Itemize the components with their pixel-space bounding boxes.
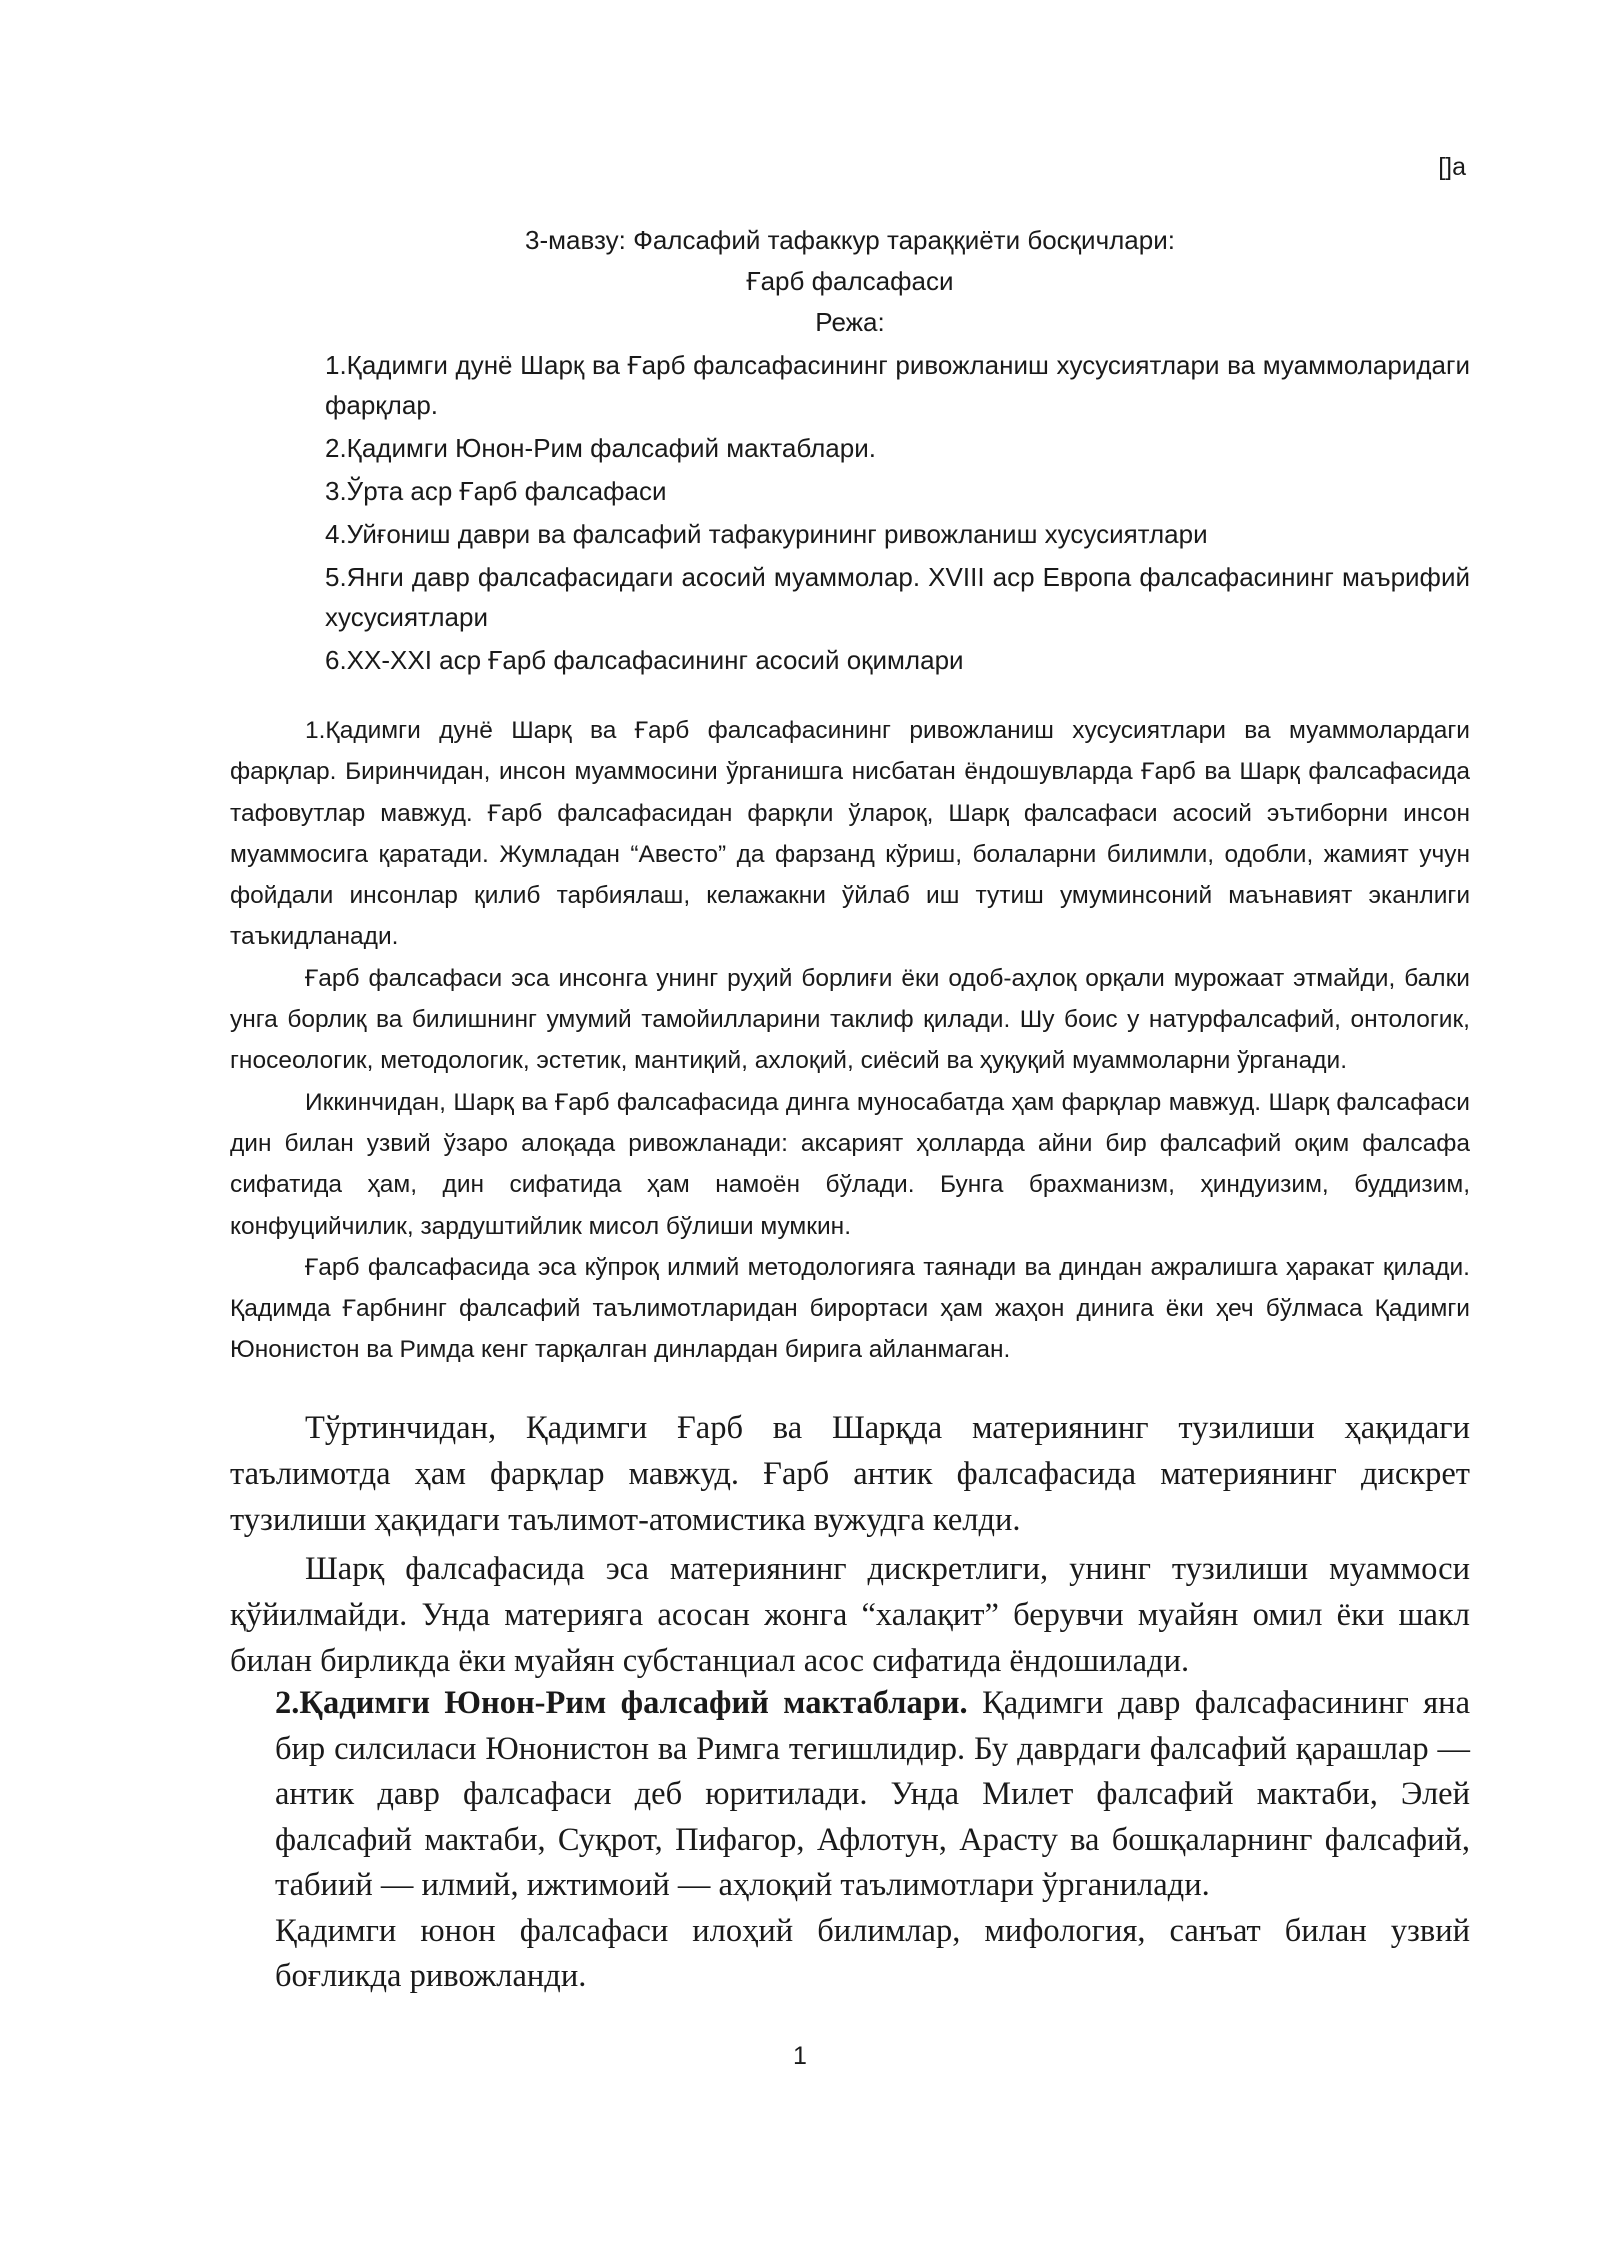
- plan-item: 3.Ўрта аср Ғарб фалсафаси: [325, 476, 667, 506]
- section-2-heading: 2.Қадимги Юнон-Рим фалсафий мактаблари.: [275, 1685, 968, 1721]
- section-2-paragraph: [275, 1681, 1470, 1909]
- plan-heading: Режа:: [815, 307, 885, 337]
- plan-item: 5.Янги давр фалсафасидаги асосий муаммолар. XVIII аср Европа фалсафасининг маърифий хусусиятлари: [325, 562, 1470, 632]
- serif-paragraph: Тўртинчидан, Қадимги Ғарб ва Шарқда материянинг тузилиши ҳақидаги таълимотда ҳам фарқлар мавжуд. Ғарб антик фалсафасида материянинг дискрет тузилиши ҳақидаги таълимот-атомистика вужудга келди.: [230, 1410, 1470, 1538]
- page-number: 1: [793, 2042, 807, 2070]
- plan-item: 2.Қадимги Юнон-Рим фалсафий мактаблари.: [325, 433, 876, 463]
- body-section-serif: [230, 1405, 1470, 1684]
- section-2-closing: Қадимги юнон фалсафаси илоҳий билимлар, мифология, санъат билан узвий боғликда ривожланди.: [275, 1912, 1470, 1994]
- section-2: [275, 1681, 1470, 2000]
- plan-item: 4.Уйғониш даври ва фалсафий тафакурининг ривожланиш хусусиятлари: [325, 519, 1208, 549]
- serif-paragraph: Шарқ фалсафасида эса материянинг дискретлиги, унинг тузилиши муаммоси қўйилмайди. Унда материяга асосан жонга “халақит” берувчи муайян омил ёки шакл билан бирликда ёки муайян субстанциал асос сифатида ёндошилади.: [230, 1551, 1470, 1679]
- plan-item: 6.XX-XXI аср Ғарб фалсафасининг асосий оқимлари: [325, 645, 964, 675]
- body-paragraph: Иккинчидан, Шарқ ва Ғарб фалсафасида динга муносабатда ҳам фарқлар мавжуд. Шарқ фалсафаси дин билан узвий ўзаро алоқада ривожланади: аксарият ҳолларда айни бир фалсафий оқим фалсафа сифатида ҳам, дин сифатида ҳам намоён бўлади. Бунга брахманизм, ҳиндуизим, буддизим, конфуцийчилик, зардуштийлик мисол бўлиши мумкин.: [230, 1088, 1470, 1240]
- body-section-1: [230, 710, 1470, 1371]
- corner-mark: []a: [1438, 153, 1466, 181]
- body-paragraph: Ғарб фалсафасида эса кўпроқ илмий методологияга таянади ва диндан ажралишга ҳаракат қилади. Қадимда Ғарбнинг фалсафий таълимотларидан бирортаси ҳам жаҳон динига ёки ҳеч бўлмаса Қадимги Юнонистон ва Римда кенг тарқалган динлардан бирига айланмаган.: [230, 1253, 1470, 1364]
- body-paragraph: Ғарб фалсафаси эса инсонга унинг руҳий борлиғи ёки одоб-аҳлоқ орқали мурожаат этмайди, балки унга борлиқ ва билишнинг умумий тамойилларини таклиф қилади. Шу боис у натурфалсафий, онтологик, гносеологик, методологик, эстетик, мантиқий, ахлоқий, сиёсий ва ҳуқуқий муаммоларни ўрганади.: [230, 964, 1470, 1075]
- plan-item: 1.Қадимги дунё Шарқ ва Ғарб фалсафасининг ривожланиш хусусиятлари ва муаммоларидаги фарқлар.: [325, 350, 1470, 420]
- body-paragraph: 1.Қадимги дунё Шарқ ва Ғарб фалсафасининг ривожланиш хусусиятлари ва муаммолардаги фарқлар. Биринчидан, инсон муаммосини ўрганишга нисбатан ёндошувларда Ғарб ва Шарқ фалсафасида тафовутлар мавжуд. Ғарб фалсафасидан фарқли ўлароқ, Шарқ фалсафаси асосий эътиборни инсон муаммосига қаратади. Жумладан “Авесто” да фарзанд кўриш, болаларни билимли, одобли, жамият учун фойдали инсонлар қилиб тарбиялаш, келажакни ўйлаб иш тутиш умуминсоний маънавият эканлиги таъкидланади.: [230, 717, 1470, 951]
- topic-title: 3-мавзу: Фалсафий тафаккур тараққиёти босқичлари:: [525, 225, 1175, 255]
- section-2-text: Қадимги давр фалсафасининг яна бир силсиласи Юнонистон ва Римга тегишлидир. Бу даврдаги фалсафий қарашлар — антик давр фалсафаси деб юритилади. Унда Милет фалсафий мактаби, Элей фалсафий мактаби, Суқрот, Пифагор, Афлотун, Арасту ва бошқаларнинг фалсафий, табиий — илмий, ижтимоий — аҳлоқий таълимотлари ўрганилади.: [275, 1685, 1470, 1903]
- plan-list: [325, 345, 1470, 683]
- topic-subtitle: Ғарб фалсафаси: [746, 266, 954, 296]
